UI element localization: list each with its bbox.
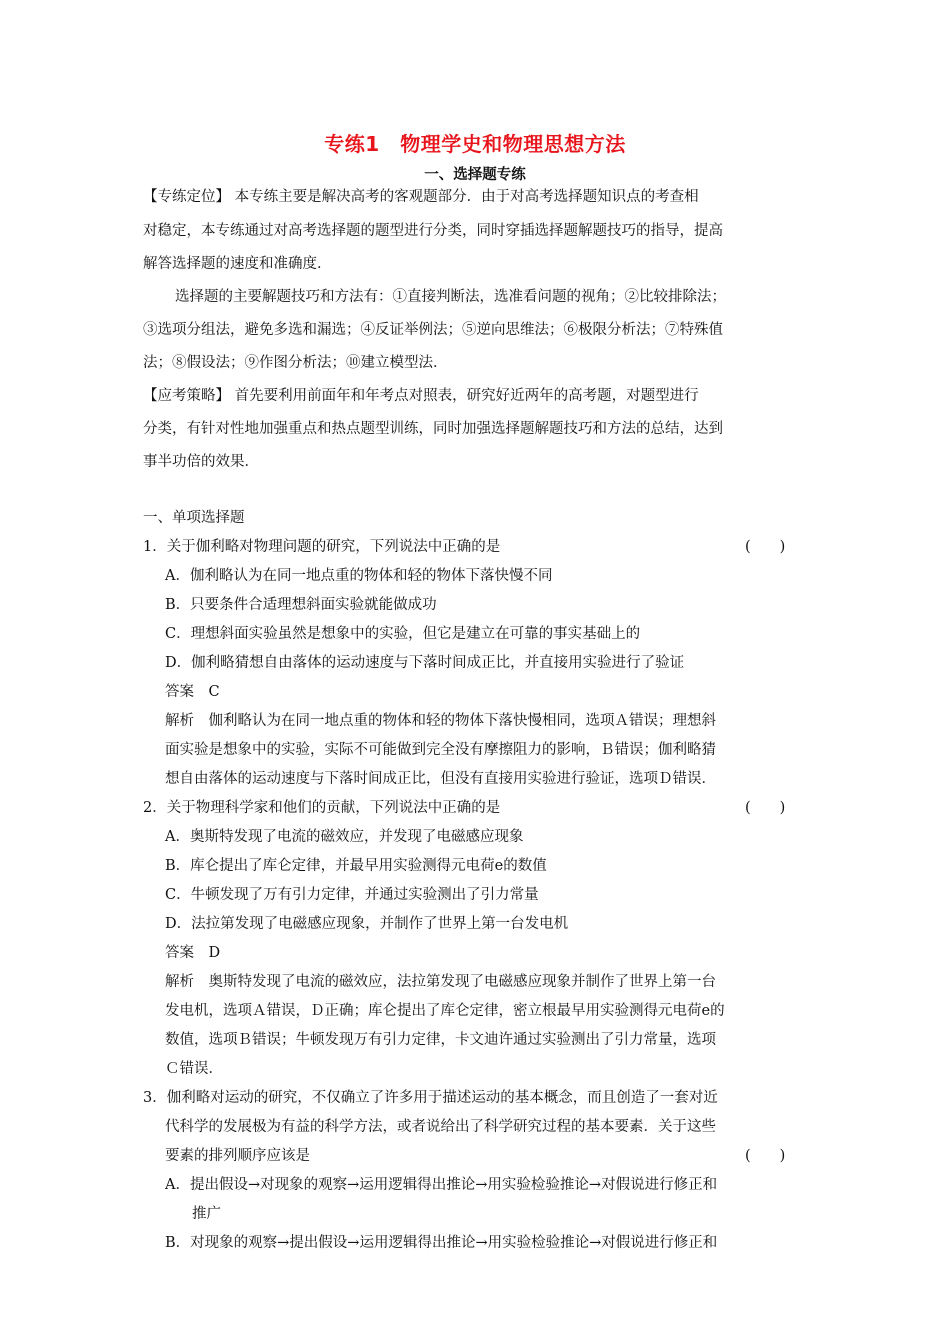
answer-bracket: ( ) [745, 800, 786, 816]
text-line: 推广 [192, 1206, 221, 1222]
text-line: B．库仑提出了库仑定律，并最早用实验测得元电荷e的数值 [165, 858, 547, 874]
text-line: 答案 C [165, 684, 220, 700]
text-line: A．提出假设→对现象的观察→运用逻辑得出推论→用实验检验推论→对假说进行修正和 [165, 1177, 718, 1193]
text-line: A．伽利略认为在同一地点重的物体和轻的物体下落快慢不同 [165, 568, 553, 584]
text-line: 代科学的发展极为有益的科学方法，或者说给出了科学研究过程的基本要素．关于这些 [165, 1119, 716, 1135]
answer-bracket: ( ) [745, 1148, 786, 1164]
text-line: 解析 伽利略认为在同一地点重的物体和轻的物体下落快慢相同，选项Ａ错误；理想斜 [165, 713, 716, 729]
text-line: 解析 奥斯特发现了电流的磁效应，法拉第发现了电磁感应现象并制作了世界上第一台 [165, 974, 716, 990]
text-line: 发电机，选项Ａ错误，Ｄ正确；库仑提出了库仑定律，密立根最早用实验测得元电荷e的 [165, 1003, 725, 1019]
text-line: 事半功倍的效果． [143, 454, 259, 470]
text-line: 一、单项选择题 [143, 510, 245, 526]
section-subtitle: 一、选择题专练 [424, 167, 526, 183]
text-line: 面实验是想象中的实验，实际不可能做到完全没有摩擦阻力的影响，Ｂ错误；伽利略猜 [165, 742, 716, 758]
text-line: 分类，有针对性地加强重点和热点题型训练，同时加强选择题解题技巧和方法的总结，达到 [143, 421, 723, 437]
text-line: 要素的排列顺序应该是 [165, 1148, 310, 1164]
text-line: 想自由落体的运动速度与下落时间成正比，但没有直接用实验进行验证，选项Ｄ错误． [165, 771, 716, 787]
text-line: ③选项分组法，避免多选和漏选；④反证举例法；⑤逆向思维法；⑥极限分析法；⑦特殊值 [143, 322, 723, 338]
text-line: 法；⑧假设法；⑨作图分析法；⑩建立模型法． [143, 355, 448, 371]
text-line: 数值，选项Ｂ错误；牛顿发现万有引力定律，卡文迪许通过实验测出了引力常量，选项 [165, 1032, 716, 1048]
answer-bracket: ( ) [745, 539, 786, 555]
text-line: C．牛顿发现了万有引力定律，并通过实验测出了引力常量 [165, 887, 539, 903]
text-line: 1．关于伽利略对物理问题的研究，下列说法中正确的是 [143, 539, 501, 555]
text-line: B．对现象的观察→提出假设→运用逻辑得出推论→用实验检验推论→对假说进行修正和 [165, 1235, 718, 1251]
text-line: C．理想斜面实验虽然是想象中的实验，但它是建立在可靠的事实基础上的 [165, 626, 641, 642]
text-line: 对稳定，本专练通过对高考选择题的题型进行分类，同时穿插选择题解题技巧的指导，提高 [143, 223, 723, 239]
text-line: 答案 D [165, 945, 221, 961]
text-line: D．伽利略猜想自由落体的运动速度与下落时间成正比，并直接用实验进行了验证 [165, 655, 685, 671]
text-line: 3．伽利略对运动的研究，不仅确立了许多用于描述运动的基本概念，而且创造了一套对近 [143, 1090, 718, 1106]
text-line: A．奥斯特发现了电流的磁效应，并发现了电磁感应现象 [165, 829, 524, 845]
page-title: 专练1 物理学史和物理思想方法 [324, 132, 626, 156]
text-line: B．只要条件合适理想斜面实验就能做成功 [165, 597, 437, 613]
text-line: 【应考策略】 首先要利用前面年和年考点对照表，研究好近两年的高考题，对题型进行 [143, 388, 699, 404]
text-line: D．法拉第发现了电磁感应现象，并制作了世界上第一台发电机 [165, 916, 569, 932]
text-line: 解答选择题的速度和准确度． [143, 256, 332, 272]
text-line: 选择题的主要解题技巧和方法有：①直接判断法，选准看问题的视角；②比较排除法； [175, 289, 726, 305]
text-line: 【专练定位】 本专练主要是解决高考的客观题部分．由于对高考选择题知识点的考查相 [143, 189, 699, 205]
text-line: Ｃ错误． [165, 1061, 223, 1077]
text-line: 2．关于物理科学家和他们的贡献，下列说法中正确的是 [143, 800, 501, 816]
